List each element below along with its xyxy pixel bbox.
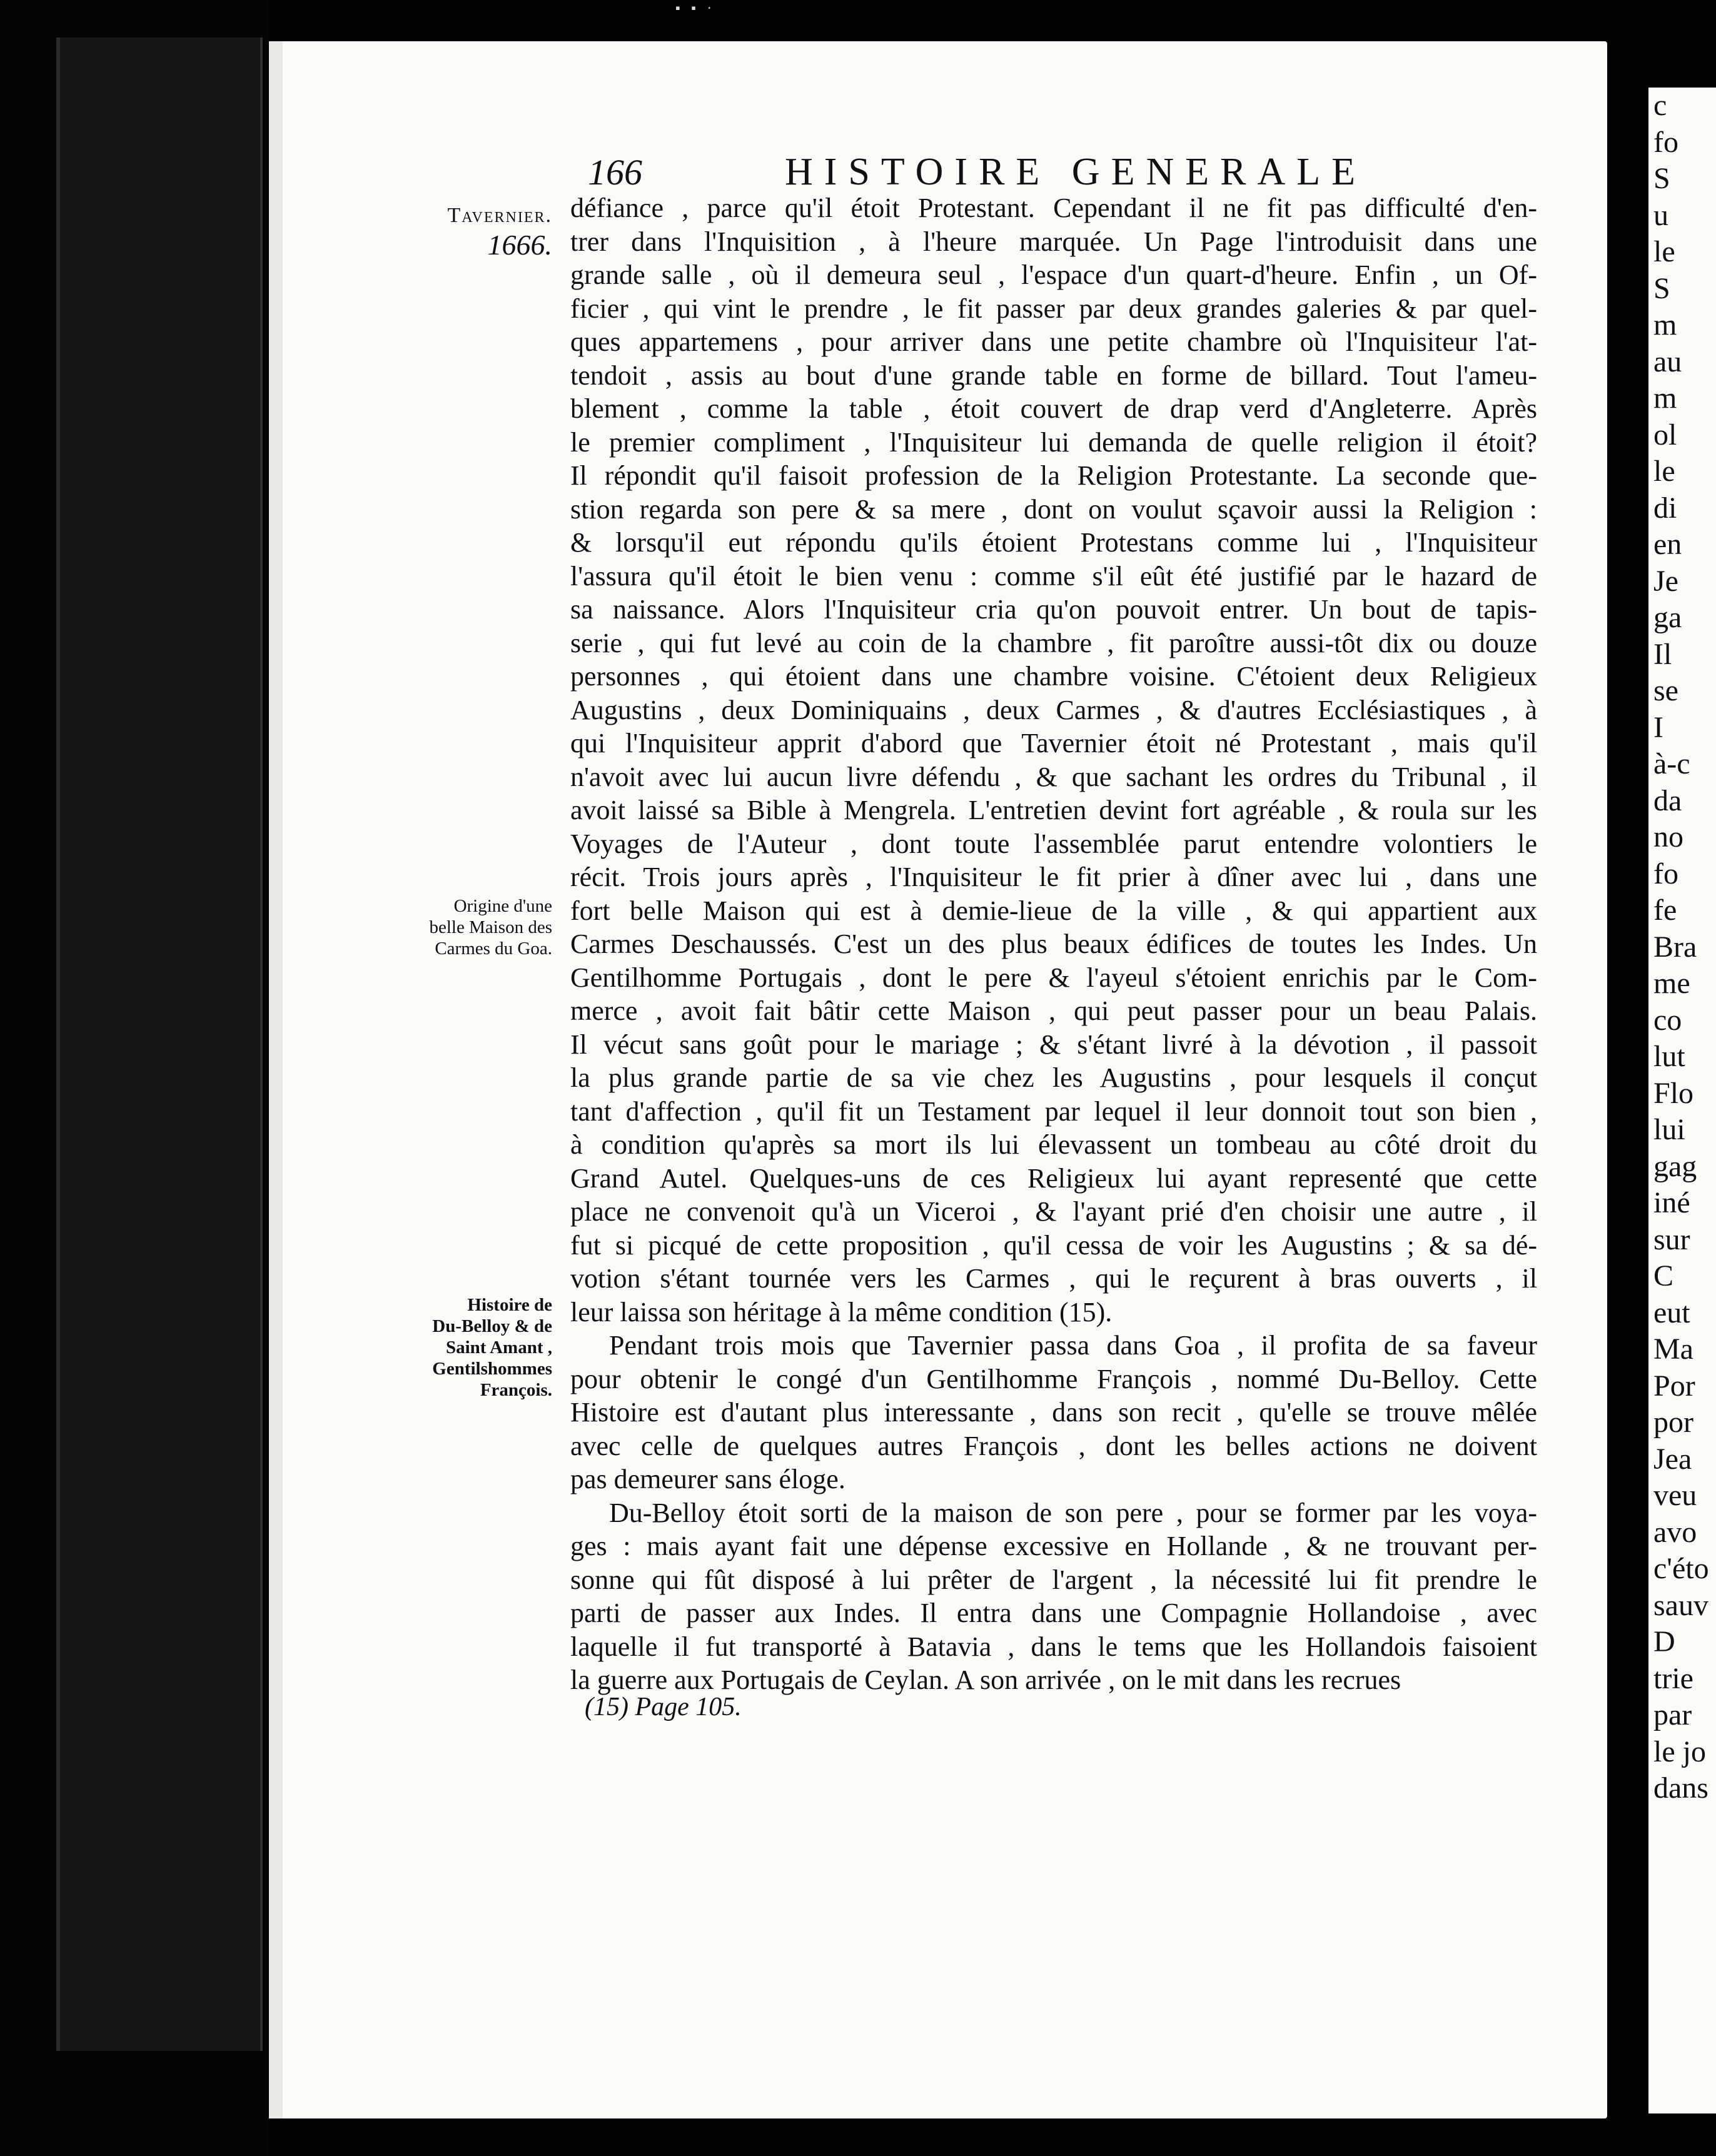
margin-note-origine [380, 895, 552, 959]
facing-page-fragment: I [1653, 710, 1663, 744]
text-line: trer dans l'Inquisition , à l'heure marquée. Un Page l'introduisit dans une [570, 226, 1537, 257]
text-line: grande salle , où il demeura seul , l'espace d'un quart-d'heure. Enfin , un Of- [570, 259, 1537, 290]
text-line: Il vécut sans goût pour le mariage ; & s'étant livré à la dévotion , il passoit [570, 1029, 1537, 1060]
text-line: merce , avoit fait bâtir cette Maison , qui peut passer pour un beau Palais. [570, 995, 1537, 1026]
text-line: fut si picqué de cette proposition , qu'il cessa de voir les Augustins ; & sa dé- [570, 1229, 1537, 1261]
text-line: la plus grande partie de sa vie chez les Augustins , pour lesquels il conçut [570, 1062, 1537, 1093]
text-line: serie , qui fut levé au coin de la chambre , fit paroître aussi-tôt dix ou douze [570, 627, 1537, 658]
facing-page-fragment: c'éto [1653, 1552, 1709, 1585]
facing-page-fragment: dans [1653, 1771, 1708, 1805]
text-line: avoit laissé sa Bible à Mengrela. L'entretien devint fort agréable , & roula sur les [570, 795, 1537, 825]
scan-artifact: ▪ ▪ · [675, 0, 715, 16]
facing-page-fragment: le jo [1653, 1735, 1706, 1768]
text-line: tant d'affection , qu'il fit un Testament par lequel il leur donnoit tout son bien , [570, 1096, 1537, 1127]
facing-page-fragment: fo [1653, 125, 1678, 159]
facing-page-fragment: iné [1653, 1186, 1690, 1219]
margin-note-line: belle Maison des [429, 917, 552, 937]
margin-note-line: Histoire de [467, 1295, 552, 1315]
text-line: votion s'étant tournée vers les Carmes , qui le reçurent à bras ouverts , il [570, 1263, 1537, 1294]
text-line: Gentilhomme Portugais , dont le pere & l'ayeul s'étoient enrichis par le Com- [570, 962, 1537, 993]
facing-page-fragment: le [1653, 455, 1675, 488]
footnote: (15) Page 105. [585, 1693, 742, 1721]
running-head: HISTOIRE GENERALE [785, 151, 1366, 193]
facing-page-fragment: Ma [1653, 1332, 1693, 1366]
text-line: parti de passer aux Indes. Il entra dans une Compagnie Hollandoise , avec [570, 1598, 1537, 1628]
facing-page-fragment: trie [1653, 1661, 1693, 1695]
text-line: ficier , qui vint le prendre , le fit passer par deux grandes galeries & par quel- [570, 293, 1537, 324]
text-line: Augustins , deux Dominiquains , deux Carmes , & d'autres Ecclésiastiques , à [570, 694, 1537, 725]
facing-page-fragment: eut [1653, 1296, 1690, 1329]
facing-page-fragment: sur [1653, 1222, 1690, 1256]
text-line: Histoire est d'autant plus interessante , dans son recit , qu'elle se trouve mêlée [570, 1397, 1537, 1428]
page-number: 166 [588, 152, 642, 193]
facing-page-fragment: m [1653, 308, 1677, 341]
margin-note-line: Carmes du Goa. [435, 939, 552, 959]
text-line: ques appartemens , pour arriver dans une petite chambre où l'Inquisiteur l'at- [570, 326, 1537, 357]
facing-page-fragment: me [1653, 967, 1690, 1000]
text-line: blement , comme la table , étoit couvert de drap verd d'Angleterre. Après [570, 393, 1537, 424]
text-line: Grand Autel. Quelques-uns de ces Religieux lui ayant representé que cette [570, 1162, 1537, 1194]
facing-page-fragment: fe [1653, 894, 1677, 927]
facing-page-fragment: se [1653, 674, 1678, 707]
text-line: Voyages de l'Auteur , dont toute l'assemblée parut entendre volontiers le [570, 828, 1537, 859]
text-line: tendoit , assis au bout d'une grande table en forme de billard. Tout l'ameu- [570, 360, 1537, 391]
facing-page-fragment: Bra [1653, 930, 1697, 964]
margin-author-name: Tavernier. [447, 204, 552, 227]
text-line: stion regarda son pere & sa mere , dont on voulut sçavoir aussi la Religion : [570, 493, 1537, 525]
facing-page-fragment: S [1653, 271, 1670, 305]
margin-note-line: Du-Belloy & de [432, 1316, 552, 1336]
text-line: n'avoit avec lui aucun livre défendu , & que sachant les ordres du Tribunal , il [570, 761, 1537, 792]
facing-page-fragment: da [1653, 783, 1682, 817]
text-line: la guerre aux Portugais de Ceylan. A son arrivée , on le mit dans les recrues [570, 1665, 1401, 1695]
page-gutter-shadow [269, 41, 283, 2118]
text-line: récit. Trois jours après , l'Inquisiteur le fit prier à dîner avec lui , dans une [570, 862, 1537, 892]
margin-year: 1666. [487, 229, 552, 261]
facing-page-fragment: no [1653, 820, 1683, 854]
margin-note-line: Saint Amant , [445, 1337, 552, 1358]
facing-page-fragment: Por [1653, 1369, 1695, 1403]
facing-page-fragment: par [1653, 1698, 1692, 1731]
text-line: à condition qu'après sa mort ils lui élevassent un tombeau au côté droit du [570, 1129, 1537, 1160]
facing-page-fragment: au [1653, 345, 1682, 378]
facing-page-fragment: Je [1653, 564, 1678, 598]
facing-page-fragment: ga [1653, 601, 1682, 634]
facing-page-fragment: por [1653, 1406, 1693, 1439]
facing-page-fragment: D [1653, 1625, 1675, 1658]
text-line: Carmes Deschaussés. C'est un des plus beaux édifices de toutes les Indes. Un [570, 929, 1537, 959]
text-line: Il répondit qu'il faisoit profession de la Religion Protestante. La seconde que- [570, 460, 1537, 491]
facing-page-fragment: le [1653, 235, 1675, 268]
facing-page-fragment: veu [1653, 1479, 1697, 1512]
facing-page-fragment: co [1653, 1003, 1682, 1037]
text-line: personnes , qui étoient dans une chambre voisine. C'étoient deux Religieux [570, 661, 1537, 692]
body-text [570, 191, 1537, 1697]
facing-page-fragment: en [1653, 528, 1682, 561]
facing-page-fragment: fo [1653, 857, 1678, 890]
text-line: & lorsqu'il eut répondu qu'ils étoient Protestans comme lui , l'Inquisiteur [570, 527, 1537, 558]
facing-page-fragment: Flo [1653, 1076, 1694, 1110]
text-line: pour obtenir le congé d'un Gentilhomme François , nommé Du-Belloy. Cette [570, 1363, 1537, 1394]
margin-note-line: François. [480, 1380, 552, 1400]
text-line: fort belle Maison qui est à demie-lieue de la ville , & qui appartient aux [570, 895, 1537, 926]
facing-page-fragment: à-c [1653, 747, 1690, 780]
text-line: sonne qui fût disposé à lui prêter de l'argent , la nécessité lui fit prendre le [570, 1564, 1537, 1595]
facing-page-fragment: gag [1653, 1149, 1697, 1183]
facing-page-fragment: ol [1653, 418, 1677, 451]
facing-page-fragment: Jea [1653, 1442, 1692, 1476]
text-line: l'assura qu'il étoit le bien venu : comme s'il eût été justifié par le hazard de [570, 560, 1537, 592]
text-line: leur laissa son héritage à la même condition (15). [570, 1296, 1113, 1327]
facing-page-fragment: lut [1653, 1040, 1685, 1073]
facing-page-fragment: sauv [1653, 1588, 1708, 1622]
text-line: le premier compliment , l'Inquisiteur lui demanda de quelle religion il étoit? [570, 426, 1537, 458]
facing-page-fragment: di [1653, 491, 1677, 525]
margin-note-line: Origine d'une [453, 896, 552, 916]
text-line: laquelle il fut transporté à Batavia , dans le tems que les Hollandois faisoient [570, 1631, 1537, 1662]
facing-page-edge [1648, 88, 1716, 2113]
text-line: sa naissance. Alors l'Inquisiteur cria qu'on pouvoit entrer. Un bout de tapis- [570, 594, 1537, 625]
text-line: ges : mais ayant fait une dépense excessive en Hollande , & ne trouvant per- [570, 1531, 1537, 1561]
facing-page-fragment: m [1653, 381, 1677, 415]
facing-page-fragment: u [1653, 198, 1668, 232]
facing-page-fragment: avo [1653, 1515, 1697, 1549]
facing-page-fragment: c [1653, 89, 1667, 122]
margin-note-histoire [380, 1294, 552, 1401]
margin-note-line: Gentilshommes [432, 1359, 552, 1379]
facing-page-fragment: S [1653, 162, 1670, 195]
text-line: qui l'Inquisiteur apprit d'abord que Tavernier étoit né Protestant , mais qu'il [570, 728, 1537, 758]
facing-page-fragment: lui [1653, 1113, 1685, 1146]
margin-note-author [380, 205, 552, 264]
facing-page-fragment: C [1653, 1259, 1674, 1292]
text-line: pas demeurer sans éloge. [570, 1464, 845, 1494]
facing-page-fragment: Il [1653, 637, 1672, 671]
text-line: avec celle de quelques autres François , dont les belles actions ne doivent [570, 1430, 1537, 1461]
text-line: place ne convenoit qu'à un Viceroi , & l'ayant prié d'en choisir une autre , il [570, 1196, 1537, 1227]
book-binding-edge [56, 38, 263, 2051]
text-line: défiance , parce qu'il étoit Protestant. Cependant il ne fit pas difficulté d'en- [570, 193, 1537, 223]
text-line: Pendant trois mois que Tavernier passa dans Goa , il profita de sa faveur [609, 1330, 1537, 1361]
text-line: Du-Belloy étoit sorti de la maison de son pere , pour se former par les voya- [609, 1497, 1537, 1528]
